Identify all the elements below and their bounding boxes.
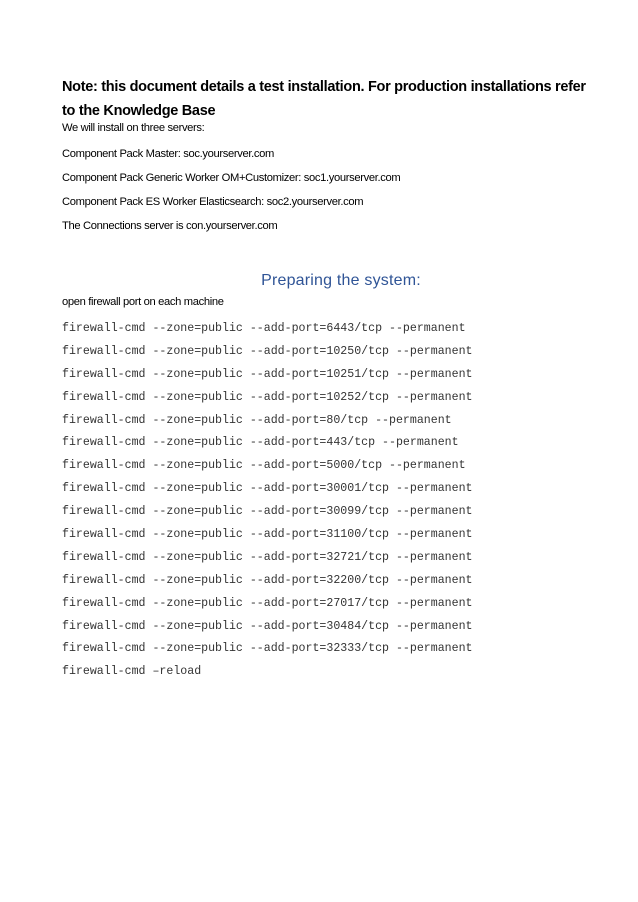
command-line: firewall-cmd --zone=public --add-port=10251/tcp --permanent [62, 367, 473, 381]
command-line: firewall-cmd --zone=public --add-port=5000/tcp --permanent [62, 459, 466, 473]
command-line: firewall-cmd --zone=public --add-port=27017/tcp --permanent [62, 596, 473, 610]
server-line-generic-worker: Component Pack Generic Worker OM+Customizer: soc1.yourserver.com [62, 172, 401, 184]
command-line: firewall-cmd --zone=public --add-port=31100/tcp --permanent [62, 528, 473, 542]
server-line-master: Component Pack Master: soc.yourserver.com [62, 148, 274, 160]
command-line: firewall-cmd --zone=public --add-port=443/tcp --permanent [62, 436, 459, 450]
command-line: firewall-cmd --zone=public --add-port=10252/tcp --permanent [62, 390, 473, 404]
server-line-es-worker: Component Pack ES Worker Elasticsearch: soc2.yourserver.com [62, 196, 364, 208]
command-line-reload: firewall-cmd –reload [62, 665, 202, 679]
section-heading: Preparing the system: [261, 272, 421, 289]
servers-intro: We will install on three servers: [62, 122, 205, 134]
command-line: firewall-cmd --zone=public --add-port=30099/tcp --permanent [62, 505, 473, 519]
command-line: firewall-cmd --zone=public --add-port=32333/tcp --permanent [62, 642, 473, 656]
server-line-connections: The Connections server is con.yourserver.com [62, 220, 278, 232]
command-line: firewall-cmd --zone=public --add-port=30484/tcp --permanent [62, 619, 473, 633]
command-line: firewall-cmd --zone=public --add-port=32721/tcp --permanent [62, 550, 473, 564]
command-line: firewall-cmd --zone=public --add-port=30001/tcp --permanent [62, 482, 473, 496]
command-line: firewall-cmd --zone=public --add-port=32200/tcp --permanent [62, 573, 473, 587]
command-line: firewall-cmd --zone=public --add-port=10250/tcp --permanent [62, 344, 473, 358]
command-line: firewall-cmd --zone=public --add-port=80/tcp --permanent [62, 413, 452, 427]
section-intro: open firewall port on each machine [62, 296, 224, 308]
command-list [62, 318, 473, 684]
command-line: firewall-cmd --zone=public --add-port=6443/tcp --permanent [62, 322, 466, 335]
note-paragraph: Note: this document details a test installation. For production installations refer to the Knowledge Base [62, 79, 586, 119]
